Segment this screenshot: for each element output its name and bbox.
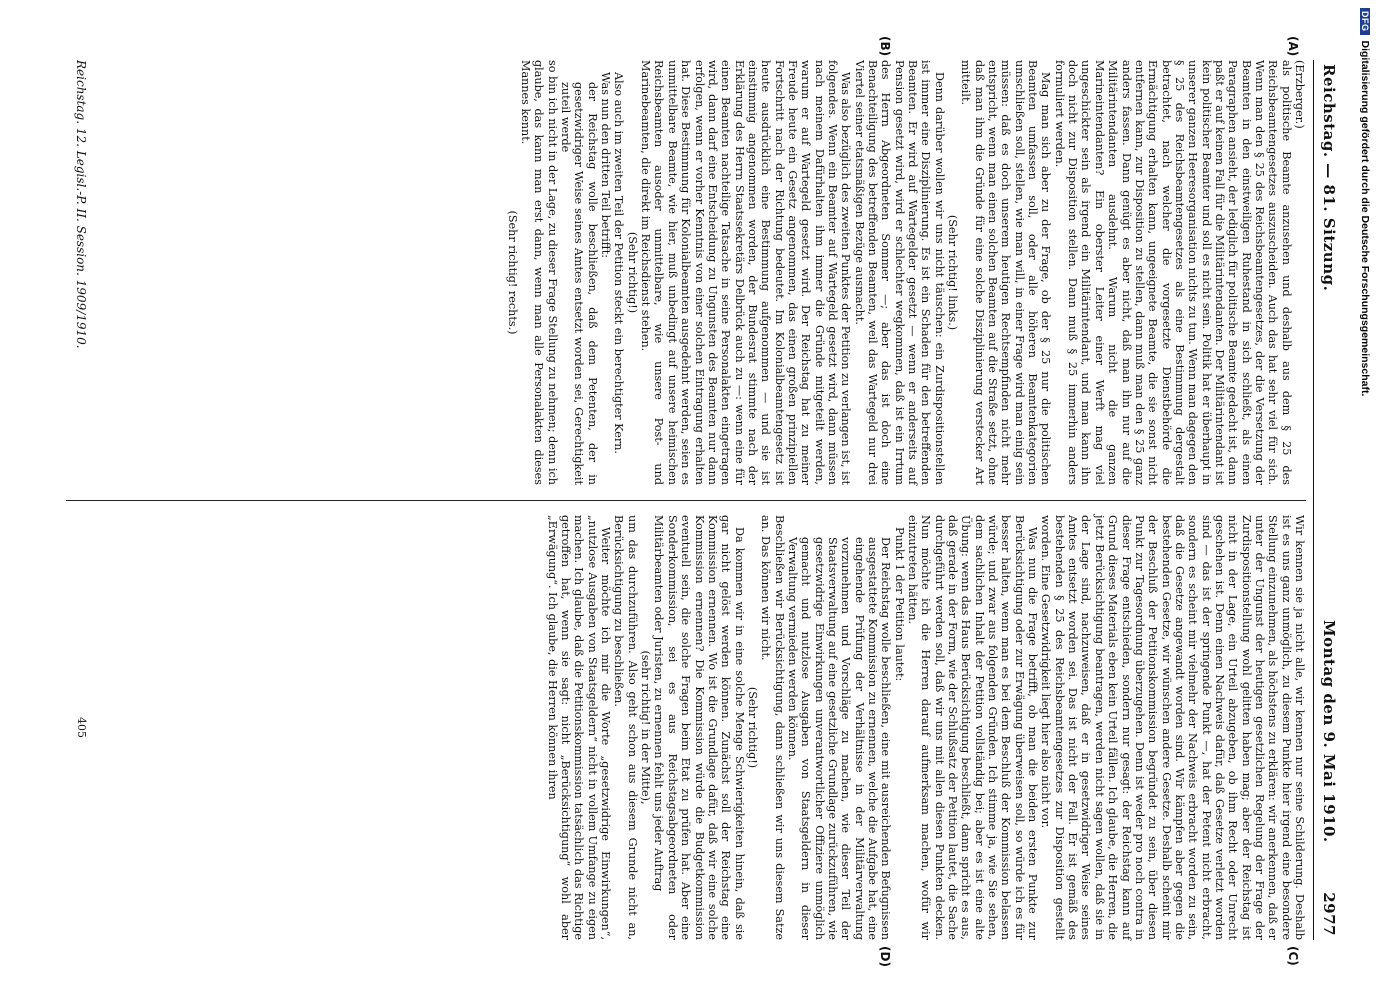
paragraph: Da kommen wir in eine solche Menge Schwierigkeiten hinein, daß sie gar nicht gelöst werden können. Zunächst soll der Reichstag eine Kommission ernennen. Wo ist die Grundlage dafür, daß wir eine solche Kommission ernennen? Die Kommission würde die Budgetkommission eventuell sein, die solche Fragen beim Etat zu prüfen hat. Aber eine Sonderkommission, sei es aus Reichstagsabgeordneten oder Militärbeamten oder Juristen, zu ernennen fehlt uns jeder Auftrag (652, 515, 746, 940)
header-date: Montag den 9. Mai 1910. (1320, 620, 1338, 843)
document-page (50, 36, 1340, 967)
paragraph: Was nun den dritten Teil betrifft: (599, 72, 613, 259)
paragraph: (Sehr richtig!) (625, 231, 639, 314)
paragraph: Wir kennen sie ja nicht alle, wir kennen nur seine Schilderung. Deshalb ist es uns ganz unmöglich, zu diesem Punkte hier irgend eine besondere Stellung einzunehmen, als höchstens zu erklären: wir anerkennen, daß er unter der Ungunst der heutigen gesetzlichen Regelung der Frage der Zurdispositionstellung wohl gelitten haben mag; aber der Reichstag ist nicht in der Lage, ein Urteil abzugeben, ob ihm Recht oder Unrecht geschehen ist. Denn einen Nachweis dafür, daß Gesetze verletzt worden sind — das ist der springende Punkt —, hat der Petent nicht erbracht, sondern es scheint mir vielmehr der Nachweis erbracht worden zu sein, daß die Gesetze angewandt worden sind. Wir kämpfen aber gegen die bestehenden Gesetze, wir wünschen andere Gesetze. Deshalb scheint mir der Beschluß der Petitionskommission begründet zu sein, über diesen Punkt zur Tagesordnung überzugehen. Denn ist weder pro noch contra in dieser Frage entschieden, sondern nur gesagt: der Reichstag kann auf Grund dieses Materials eben kein Urteil fällen. Ich glaube, die Herren, die jetzt Berücksichtigung beantragen, werden nicht sagen wollen, daß sie in der Lage sind, nachzuweisen, daß er in gesetzwidriger Weise seines Amtes entsetzt worden sei. Das ist nicht der Fall. Er ist gemäß des bestehenden § 25 des Reichsbeamtengesetzes zur Disposition gestellt worden. Eine Gesetzwidrigkeit liegt hier also nicht vor. (1039, 515, 1306, 940)
funding-note (1358, 8, 1372, 998)
right-text-column (545, 515, 1306, 940)
paragraph: der Reichstag wolle beschließen, daß dem Petenten, der in gesetzwidriger Weise seines Amtes entsetzt worden sei, Gerechtigkeit zuteil werde (559, 82, 599, 485)
page-header (1313, 60, 1340, 940)
paragraph: (Sehr richtig! links.) (946, 214, 960, 331)
paragraph: (Sehr richtig!) (745, 686, 759, 769)
column-divider (66, 500, 1306, 501)
paragraph: (Sehr richtig! rechts.) (505, 210, 519, 335)
margin-marker-c: (C) (1286, 946, 1300, 966)
dfg-logo-icon: DFG (1360, 8, 1370, 35)
paragraph: um das durchzuführen. Also geht schon aus diesem Grunde nicht an, Berücksichtigung zu beschließen. (612, 515, 639, 940)
paragraph: Denn darüber wollen wir uns nicht täuschen: ein Zurdispositionstellen ist immer eine Disziplinierung. Es ist ein Schaden für den betreffenden Beamten. Er wird auf Wartegelder gesetzt — wenn er anderseits auf Pension gesetzt wird, wird er schlechter wegkommen, daß ist ein Irrtum des Herrn Abgeordneten Sommer —; aber das ist doch eine Benachteiligung des betreffenden Beamten, weil das Wartegeld nur drei Viertel seiner etatsmäßigen Bezüge ausmacht. (852, 60, 946, 485)
paragraph: Was also bezüglich des zweiten Punktes der Petition zu verlangen ist, ist folgendes. Wenn ein Beamter auf Wartegeld gesetzt wird, dann müssen nach meinem Dafürhalten ihm immer die Gründe mitgeteilt werden, warum er auf Wartegeld gesetzt wird. Der Reichstag hat zu meiner Freude heute ein Gesetz angenommen, das einen großen prinzipiellen Fortschritt nach der Richtung bedeutet. Im Kolonialbeamtengesetz ist heute ausdrücklich eine Bestimmung aufgenommen — und sie ist einstimmig angenommen worden, der Bundesrat stimmte nach der Erklärung des Herrn Staatssekretärs Delbrück auch zu —: wenn eine für einen Beamten nachteilige Tatsache in seine Personalakten eingetragen wird, dann darf eine Entscheidung zu Ungunsten des Beamten nur dann erfolgen, wenn er vorher Kenntnis von einer solchen Eintragung erhalten hat. Diese Bestimmung für Kolonialbeamten ausgedehnt werden, seien es unmittelbare Beamte, wie hier, muß unbedingt auf unsere heimischen Reichsbeamten ausoder unmittelbare, wie unsere Post- und Marinebeamten, die direkt im Reichsdienst stehen. (639, 60, 853, 485)
paragraph: so bin ich nicht in der Lage, zu dieser Frage Stellung zu nehmen; denn ich glaube, das kann man erst dann, wenn man alle Personalakten dieses Mannes kennt. (519, 60, 559, 485)
paragraph: Mag man sich aber zu der Frage, ob der § 25 nur die politischen Beamten umfassen soll, oder alle höheren Beamtenkategorien umschließen soll, stellen, wie man will, in einer Frage wird man einig sein müssen: daß es doch unserem heutigen Rechtsempfinden nicht mehr entspricht, wenn man einen solchen Beamten auf die Straße setzt, ohne daß man ihm die Gründe für eine solche Disziplinierung verstecker Art mitteilt. (959, 60, 1053, 485)
paragraph: als politische Beamte anzusehen und deshalb aus dem § 25 des Reichsbeamtengesetzes auszuscheiden. Auch das hat sehr viel für sich. Wenn man den § 25 des Reichsbeamtengesetzes, der die Versetzung der Beamten in den einstweiligen Ruhestand in sich schließt, als einen Paragraphen ansieht, der lediglich für politische Beamte gedacht ist, dann paßt er auf keinen Fall für die Militärintendanten. Der Militärintendant ist kein politischer Beamter und soll es nicht sein. Politik hat er überhaupt in unserer ganzen Heeresorganisation nichts zu tun. Wenn man dagegen den § 25 des Reichsbeamtengesetzes als eine Bestimmung dergestalt betrachtet, nach welcher die vorgesetzte Dienstbehörde die Ermächtigung erhalten kann, ungeeignete Beamte, die sie sonst nicht entfernen kann, zur Disposition zu stellen, dann muß man den § 25 ganz anders fassen. Dann genügt es aber nicht, daß man ihn nur auf die Militärintendanten ausdehnt. Warum nicht die ganzen Marineintendanten? Ein oberster Leiter einer Werft mag viel ungeschickter sein als irgend ein Militärintendant, und man kann ihn doch nicht zur Disposition stellen. Dann muß § 25 immerhin anders formuliert werden. (1052, 60, 1293, 485)
left-text-column (505, 60, 1306, 485)
paragraph: (Erzberger.) (1293, 60, 1306, 129)
margin-marker-a: (A) (1286, 36, 1300, 57)
margin-marker-b: (B) (878, 36, 892, 57)
paragraph: Was nun die Frage betrifft, ob man die beiden ersten Punkte zur Berücksichtigung oder zur Erwägung überweisen soll, so würde ich es für besser halten, wenn man es bei dem Beschluß der Kommission belassen würde; und zwar aus folgenden Gründen. Ich stimme ja, wie Sie sehen, dem sachlichen Inhalt der Petition vollständig bei; aber es ist eine alte Übung: wenn das Haus Berücksichtigung beschließt, dann spricht es aus, daß gerade in der Form, wie der Schlußsatz der Petition lautet, die Sache durchgeführt werden soll, daß wir uns mit allen diesen Punkten decken. Nun möchte ich die Herren darauf aufmerksam machen, wofür wir einzutreten hätten. (906, 515, 1040, 940)
paragraph: Punkt 1 der Petition lautet: (892, 527, 906, 682)
funding-note-text: Digitalisierung gefördert durch die Deutsche Forschungsgemeinschaft. (1359, 40, 1371, 397)
margin-marker-d: (D) (878, 946, 892, 967)
header-page-number: 2977 (1320, 892, 1338, 936)
paragraph: Also auch im zweiten Teil der Petition steckt ein berechtigter Kern. (612, 72, 626, 454)
page-footer-legislature: Reichstag. 12. Legisl.-P. II. Session. 1909/1910. (74, 60, 88, 349)
page-signature-mark: 405 (75, 717, 88, 738)
header-session-title: Reichstag. — 81. Sitzung. (1320, 64, 1338, 292)
paragraph: Beschließen wir Berücksichtigung, dann schließen wir uns diesem Satze an. Das können wir nicht. (759, 515, 786, 940)
paragraph: Der Reichstag wolle beschließen, eine mit ausreichenden Befugnissen ausgestattete Kommission zu ernennen, welche die Aufgabe hat, eine eingehende Prüfung der Verhältnisse in der Militärverwaltung vorzunehmen und Vorschläge zu machen, wie dieser Teil der Staatsverwaltung auf eine gesetzliche Grundlage zurückzuführen, wie gesetzwidrige Einwirkungen unverantwortlicher Offiziere unmöglich gemacht und nutzlose Ausgaben von Staatsgeldern in dieser Verwaltung vermieden werden können. (785, 537, 893, 940)
paragraph: Weiter möchte ich mir die Worte „gesetzwidrige Einwirkungen“, „nutzlose Ausgaben von Staatsgeldern“ nicht in vollem Umfange zu eigen machen. Ich glaube, daß die Petitionskommission tatsächlich das Richtige getroffen hat, wenn sie sagt: nicht „Berücksichtigung“ wohl aber „Erwägung“. Ich glaube, die Herren können ihren (545, 515, 613, 940)
paragraph: (sehr richtig! in der Mitte), (639, 650, 653, 805)
